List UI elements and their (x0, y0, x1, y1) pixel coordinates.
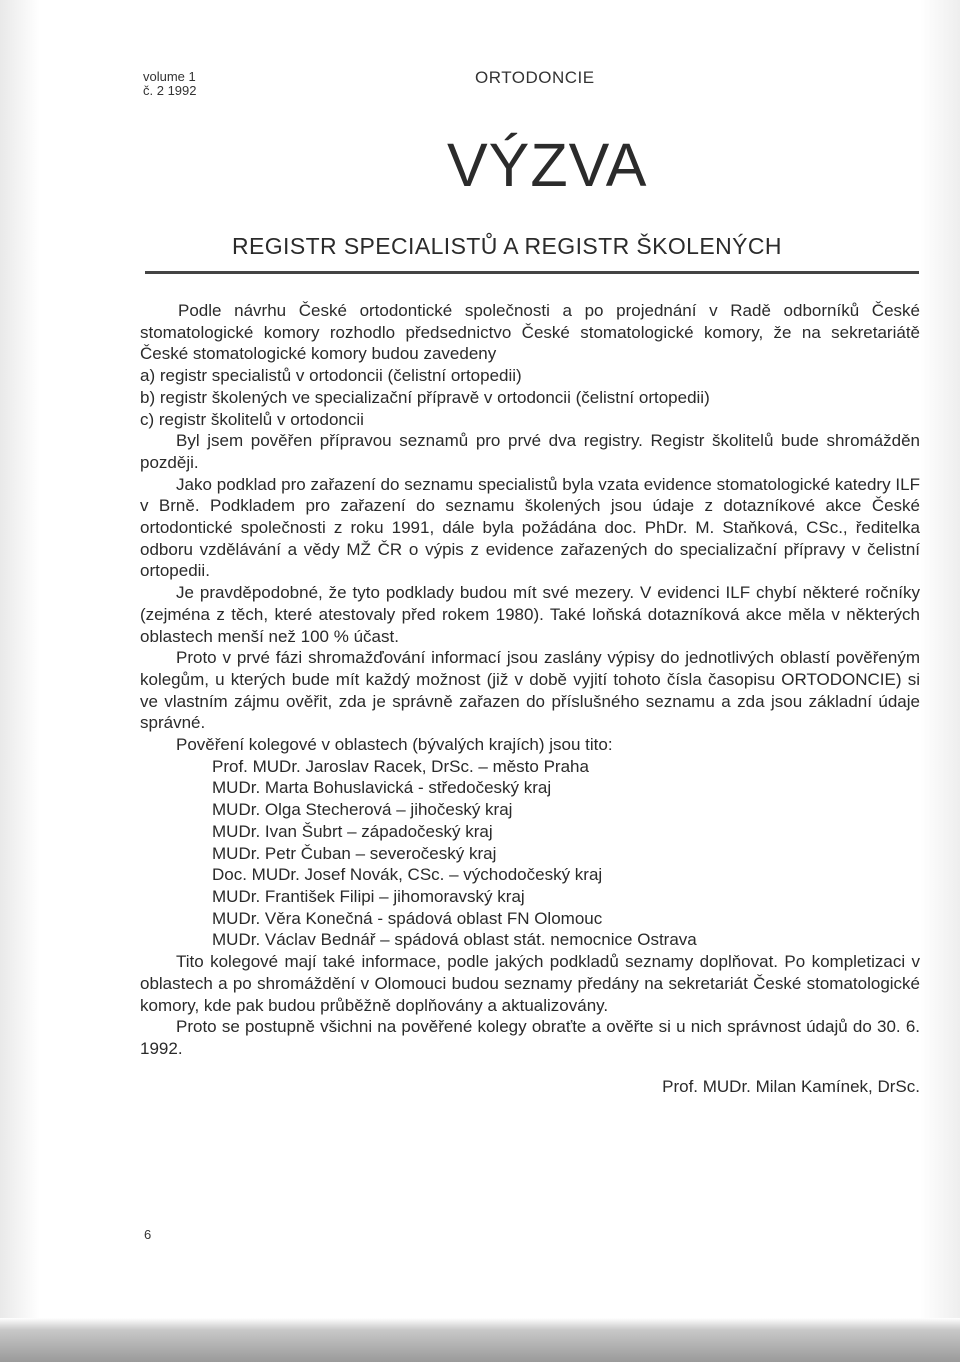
paragraph-4: Je pravděpodobné, že tyto podklady budou mít své mezery. V evidenci ILF chybí některé ročníky (zejména z těch, které atestovaly před rokem 1980). Také loňská dotazníková akce měla v některých oblastech menší než 100 % účast. (140, 583, 920, 646)
title-rule (145, 271, 919, 274)
paragraph-2: Byl jsem pověřen přípravou seznamů pro prvé dva registry. Registr školitelů bude shromážděn později. (140, 431, 920, 472)
colleague-item: MUDr. Věra Konečná - spádová oblast FN Olomouc (212, 908, 603, 928)
colleague-item: MUDr. Olga Stecherová – jihočeský kraj (212, 800, 513, 820)
volume-label: volume 1 (143, 69, 196, 84)
paragraph-8: Proto se postupně všichni na pověřené kolegy obraťte a ověřte si u nich správnost údajů do 30. 6. 1992. (140, 1017, 920, 1058)
article-body (140, 300, 920, 1097)
journal-name: ORTODONCIE (475, 68, 595, 87)
registry-item-a: a) registr specialistů v ortodoncii (čelistní ortopedii) (140, 366, 522, 386)
paragraph-3: Jako podklad pro zařazení do seznamu specialistů byla vzata evidence stomatologické katedry ILF v Brně. Podkladem pro zařazení do seznamu školených jsou údaje z dotazníkové akce České ortodontické společnosti z roku 1991, dále byla požádána doc. PhDr. M. Staňková, CSc., ředitelka odboru vzdělávání a vědy MŽ ČR o výpis z evidence zařazených do specializační přípravy v čelistní ortopedii. (140, 474, 920, 581)
paragraph-intro: Podle návrhu České ortodontické společnosti a po projednání v Radě odborníků České stomatologické komory rozhodlo předsednictvo České stomatologické komory, že na sekretariátě České stomatologické komory budou zavedeny (140, 301, 920, 364)
page-number: 6 (144, 1227, 152, 1242)
registry-item-c: c) registr školitelů v ortodoncii (140, 409, 364, 429)
paragraph-6: Pověření kolegové v oblastech (bývalých krajích) jsou tito: (176, 735, 613, 755)
paragraph-5: Proto v prvé fázi shromažďování informací jsou zaslány výpisy do jednotlivých oblastí pověřeným kolegům, u kterých bude mít každý možnost (již v době vyjití tohoto čísla časopisu ORTODONCIE) si ve vlastním zájmu ověřit, zda je správně zařazen do příslušného seznamu a zda jsou základní údaje správné. (140, 648, 920, 733)
colleague-item: MUDr. Václav Bednář – spádová oblast stát. nemocnice Ostrava (212, 930, 697, 950)
colleague-item: MUDr. Ivan Šubrt – západočeský kraj (212, 821, 493, 841)
scan-bottom-edge (0, 1318, 960, 1362)
issue-info (143, 70, 197, 98)
issue-label: č. 2 1992 (143, 83, 197, 98)
colleague-list (140, 756, 920, 951)
author-signature: Prof. MUDr. Milan Kamínek, DrSc. (662, 1076, 920, 1096)
colleague-item: MUDr. František Filipi – jihomoravský kraj (212, 886, 525, 906)
registry-item-b: b) registr školených ve specializační přípravě v ortodoncii (čelistní ortopedii) (140, 387, 710, 407)
article-subtitle: REGISTR SPECIALISTŮ A REGISTR ŠKOLENÝCH (232, 233, 782, 259)
colleague-item: MUDr. Petr Čuban – severočeský kraj (212, 843, 497, 863)
article-title: VÝZVA (447, 131, 648, 199)
colleague-item: Prof. MUDr. Jaroslav Racek, DrSc. – město Praha (212, 756, 589, 776)
colleague-item: Doc. MUDr. Josef Novák, CSc. – východočeský kraj (212, 865, 603, 885)
colleague-item: MUDr. Marta Bohuslavická - středočeský kraj (212, 778, 552, 798)
paragraph-7: Tito kolegové mají také informace, podle jakých podkladů seznamy doplňovat. Po kompletizaci v oblastech a po shromáždění v Olomouci budou seznamy předány na sekretariát České stomatologické komory, kde pak budou průběžně doplňovány a aktualizovány. (140, 952, 920, 1015)
